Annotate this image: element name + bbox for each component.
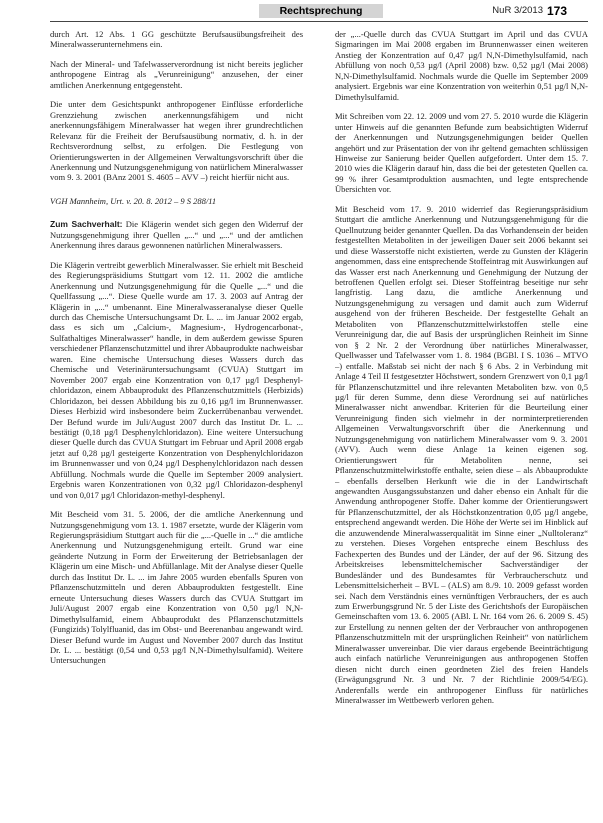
facts-intro xyxy=(50,219,303,250)
body-paragraph: Mit Bescheid vom 17. 9. 2010 widerrief das Regierungspräsidium Stuttgart die amtliche Anerkennung und Nutzungsgenehmigung für die Quellnutzung beider genannter Quellen. Da das Vorhandensein der beiden festgestellten Metaboliten in der jeweiligen Dauer seit 2006 bekannt sei und diese Wasserstoffe nicht existierten, werde zu Gunsten der Klägerin angenommen, dass eine entsprechende Stoffeintrag mit Auswirkungen auf das Wasser erst nach Anerkennung und Genehmigung der Nutzung der betroffenen Quellen erfolgt sei. Dieser Stoffeintrag beseitige nur sehr langfristig. Lang dazu, die amtliche Anerkennung und Nutzungsgenehmigung zu versagen und damit auch zum Widerruf ausgehend von der früheren Bescheide. Der festgestellte Gehalt an Metaboliten von Pflanzenschutzmittelwirkstoffen stelle eine Verunreinigung dar, die auf Basis der ursprünglichen Reinheit im Sinne von § 2 Nr. 2 der Verordnung über natürliches Mineralwasser, Quellwasser und Tafelwasser vom 1. 8. 1984 (BGBl. I S. 1036 – MTVO –) entfalle. Maßstab sei nicht der nach § 6 Abs. 2 in Verbindung mit Anlage 4 Teil II festgesetzter Höchstwert, sondern Grenzwert von 0,1 µg/l für Pflanzenschutzmittel und ihre relevanten Metaboliten bzw. von 0,5 µg/l für deren Summe, denn diese Verordnung sei auf natürliches Mineralwasser nicht anwendbar. Kriterien für die Beurteilung einer Verunreinigung finden sich vielmehr in der norminterpretierenden Allgemeinen Verwaltungsvorschrift über die Anerkennung und Nutzungsgenehmigung von natürlichem Mineralwasser vom 9. 3. 2001 (AVV). Auch wenn diese Anlage 1a keinen eigenen sog. Orientierungswert für Metaboliten nenne, sei Pflanzenschutzmittelwirkstoffe enthalte, seien diese – als Abbauprodukte – ebenfalls derselben Herkunft wie die in der Landwirtschaft angewandten Ausgangssubstanzen und daher ebenso ein Anhalt für die Anwendung anthropogener Stoffe. Daher komme der Orientierungswert für Pflanzenschutzmittel, der als Höchstkonzentration 0,05 µg/l angebe, entsprechend angewandt werden. Die Höhe der Werte sei im Hinblick auf die anzuwendende Mineralwasserqualität im Sinne einer „Nulltoleranz“ zu verstehen. Dieses Vorgehen entspreche einem Beschluss des Fachexperten des Bundes und der Länder, der auf der 96. Sitzung des Arbeitskreises lebensmittelchemischer Sachverständiger der Bundesländer und des Bundesamtes für Verbraucherschutz und Lebensmittelsicherheit – BVL – (ALS) am 8./9. 10. 2009 gefasst worden sei. Nach dem Verständnis eines vernünftigen Verbrauchers, der es auch zum Erwerbungsgrund Nr. 5 der Liste des Gerichtshofs der Europäischen Gemeinschaften vom 13. 6. 2005 (ABl. L Nr. 164 vom 26. 6. 2009 S. 45) zur Erstellung zu nennen gelten der der Verbraucher von anthropogenen Pflanzenschutzmitteln mit der ursprünglichen Reinheit“ von natürlichem Mineralwasser unvereinbar. Die vier daraus ergebende Beeinträchtigung auch einfach natürliche Verunreinigungen aus anthropogenen Stoffen diesen nicht durch einen geordneten Ziel des freien Handels (Erwägungsgrund Nr. 3 und Nr. 7 der Richtlinie 2009/54/EG). Anderenfalls werde ein anthropogener Einfluss für natürliches Mineralwasser im Wettbewerb verloren gehen. xyxy=(335,203,588,706)
body-paragraph: Mit Schreiben vom 22. 12. 2009 und vom 27. 5. 2010 wurde die Klägerin unter Hinweis auf die genannten Befunde zum beabsichtigten Widerruf der Anerkennungen und Nutzungsgenehmigungen beider Quellen angehört und zur Präsentation der von ihr geltend gemachten schlüssigen Hinweise zur Sanierung beider Quellen aufgefordert. Unter dem 15. 7. 2010 wies die Klägerin darauf hin, dass die bei der getesteten Quellen ca. 99 % ihrer Gesamtproduktion ausmachten, und legte entsprechende Übersichten vor. xyxy=(335,111,588,195)
body-paragraph: Mit Bescheid vom 31. 5. 2006, der die amtliche Anerkennung und Nutzungsgenehmigung vom 13. 1. 1987 ersetzte, wurde der Klägerin vom Regierungspräsidium Stuttgart auch für die „...-Quelle in ...“ die amtliche Anerkennung und Nutzungsgenehmigung erteilt. Grund war eine geänderte Nutzung in Form der Erweiterung der Betriebsanlagen der Klägerin um eine Misch- und Abfüllanlage. Mit der Analyse dieser Quelle durch das Institut Dr. L. ... im Jahre 2005 wurden ebenfalls Spuren von Pflanzenschutzmitteln und deren Abbauprodukten festgestellt. Eine erneute Untersuchung dieses Wassers durch das CVUA Stuttgart im Juli/August 2007 ergab eine Konzentration von 0,50 µg/l N,N-Dimethylsulfamid, einem Abbauprodukt des Pflanzenschutzmittels (Fungizids) Tolylfluanid, das im Obst- und Beerenanbau angewandt wird. Dieser Befund wurde im August und November 2007 durch das Institut Dr. L. ... bestätigt (0,54 und 0,53 µg/l N,N-Dimethylsulfamid). Weitere Untersuchungen xyxy=(50,509,303,666)
section-title: Rechtsprechung xyxy=(279,5,363,17)
facts-intro-text: Die Klägerin wendet sich gegen den Widerruf der Nutzungsgenehmigung ihrer Quellen „...“ und „...“ und der amtlichen Anerkennung ihres daraus gewonnenen natürlichen Mineralwassers. xyxy=(50,219,303,251)
court-citation: VGH Mannheim, Urt. v. 20. 8. 2012 – 9 S 288/11 xyxy=(50,195,217,206)
body-paragraph: der „...-Quelle durch das CVUA Stuttgart im April und das CVUA Sigmaringen im Mai 2008 ergaben im Brunnenwasser einen weiteren Anstieg der Konzentration auf 0,47 µg/l N,N-Dimethylsulfamid, nach Abfüllung von noch 0,53 µg/l (April 2008) bzw. 0,52 µg/l (Mai 2008) N,N-Dimethylsulfamid. Nochmals wurde die Quelle im September 2009 analysiert. Ergebnis war eine Konzentration von weiterhin 0,51 µg/l N,N-Dimethylsulfamid. xyxy=(335,29,588,102)
left-column xyxy=(50,29,303,817)
header-rule xyxy=(50,21,588,22)
facts-heading: Zum Sachverhalt: xyxy=(50,219,123,230)
journal-issue: NuR 3/2013 xyxy=(492,5,543,16)
headnote-1: durch Art. 12 Abs. 1 GG geschützte Berufsausübungsfreiheit des Mineralwasserunternehmens ein. xyxy=(50,29,303,50)
headnote-3: Die unter dem Gesichtspunkt anthropogener Einflüsse erforderliche Grenzziehung zwischen anerkennungsfähigem und nicht anerkennungsfähigem Mineralwasser hat wegen ihrer grundrechtlichen Relevanz für die Freiheit der Berufsausübung normativ, d. h. in der Rechtsverordnung selbst, zu erfolgen. Die Festlegung von Orientierungswerten in der Allgemeinen Verwaltungsvorschrift über die Anerkennung und Nutzungsgenehmigung von natürlichem Mineralwasser vom 9. 3. 2001 (BAnz 2001 S. 4605 – AVV –) reicht hierfür nicht aus. xyxy=(50,99,303,183)
body-paragraph: Die Klägerin vertreibt gewerblich Mineralwasser. Sie erhielt mit Bescheid des Regierungspräsidiums Stuttgart vom 12. 11. 2002 die amtliche Anerkennung und Nutzungsgenehmigung für die Quelle „...“ und die Quellfassung „...“. Diese Quelle wurde am 17. 3. 2003 auf Antrag der Klägerin in „...“ umbenannt. Eine Mineralwasseranalyse dieser Quelle durch das Chemische Untersuchungsamt Dr. L. ... im Januar 2002 ergab, dass es sich um „Calcium-, Magnesium-, Hydrogencarbonat-, Sulfathaltiges Mineralwasser“ handle, in dem außerdem gewisse Spuren verschiedener Pflanzenschutzmittel und ihrer Abbauprodukte nachweisbar waren. Eine chemische Untersuchung dieses Wassers durch das Chemische und Veterinäruntersuchungsamt (CVUA) Stuttgart im November 2007 ergab eine Konzentration von 0,17 µg/l Desphenyl-chloridazon, einem Abbauprodukt des Pflanzenschutzmittels (Herbizids) Chloridazon, bei dessen Abbildung bis zu 0,16 µg/l im Brunnenwasser. Dieses Herbizid wird insbesondere beim Zuckerrübenanbau verwendet. Der Befund wurde im Juli/August 2007 durch das Institut Dr. L. ... bestätigt (0,18 µg/l Desphenylchloridazon). Eine weitere Untersuchung dieser Quelle durch das CVUA Stuttgart im Februar und April 2008 ergab jetzt auf 0,28 µg/l gesteigerte Konzentration von Desphenylchloridazon im Brunnenwasser und von 0,24 µg/l Desphenylchloridazon nach dessen Abfüllung. Nochmals wurde die Quelle im September 2009 analysiert. Ergebnis waren Konzentrationen von 0,32 µg/l Chloridazon-desphenyl und von 0,017 µg/l Chloridazon-methyl-desphenyl. xyxy=(50,259,303,500)
headnote-2: Nach der Mineral- und Tafelwasserverordnung ist nicht bereits jeglicher anthropogene Eintrag als „Verunreinigung“ anzusehen, der einer amtlichen Anerkennung entgegensteht. xyxy=(50,58,303,90)
right-column xyxy=(335,29,588,817)
page-number: 173 xyxy=(547,4,568,18)
